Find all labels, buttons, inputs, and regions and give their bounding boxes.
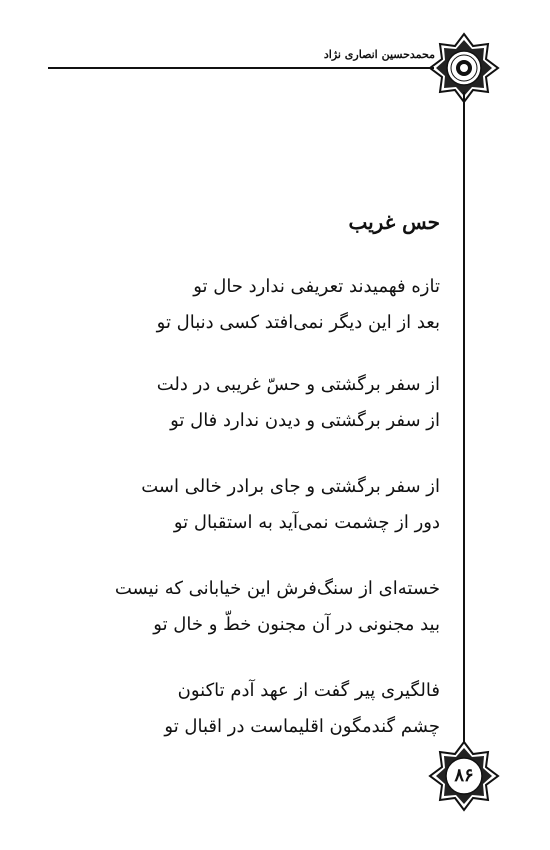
verse-line: از سفر برگشتی و جای برادر خالی است: [141, 476, 440, 497]
verse-line: از سفر برگشتی و حسّ غریبی در دلت: [156, 374, 440, 395]
poem-title: حس غریب: [348, 210, 440, 234]
verse-line: خسته‌ای از سنگ‌فرش این خیابانی که نیست: [114, 578, 440, 599]
verse-line: بید مجنونی در آن مجنون خطّ و خال تو: [153, 614, 440, 635]
verse-line: از سفر برگشتی و دیدن ندارد فال تو: [170, 410, 440, 431]
verse-line: دور از چشمت نمی‌آید به استقبال تو: [173, 512, 440, 533]
verse-line: بعد از این دیگر نمی‌افتد کسی دنبال تو: [156, 312, 440, 333]
margin-vertical-rule: [463, 92, 465, 752]
verse-line: چشم گندمگون اقلیماست در اقبال تو: [164, 716, 440, 737]
page-number: ۸۶: [454, 765, 474, 786]
verse-line: فالگیری پیر گفت از عهد آدم تاکنون: [177, 680, 440, 701]
verse-line: تازه فهمیدند تعریفی ندارد حال تو: [193, 276, 440, 297]
header-rule: [48, 67, 434, 69]
running-header-author: محمدحسین انصاری نژاد: [323, 48, 435, 61]
